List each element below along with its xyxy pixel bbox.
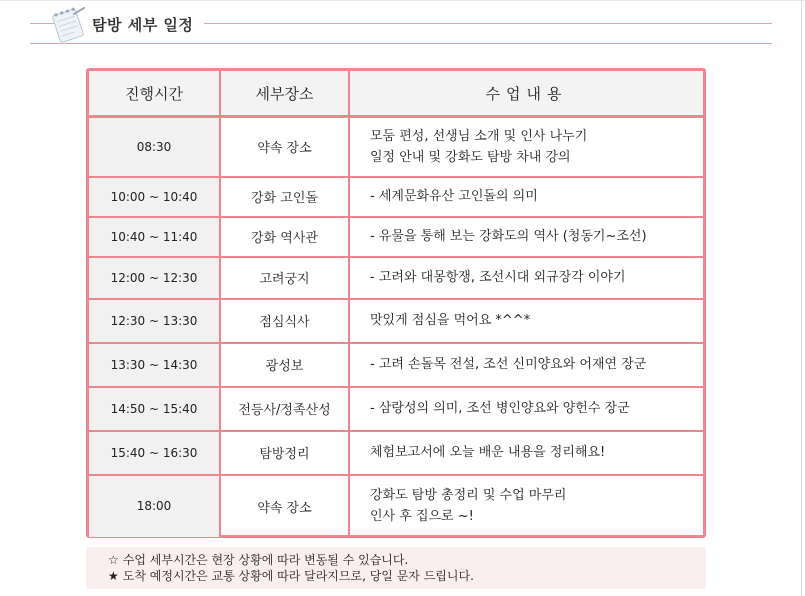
row-place: 전등사/정족산성 xyxy=(220,387,349,431)
row-content xyxy=(349,217,703,257)
row-content-line: 인사 후 집으로 ~! xyxy=(370,509,474,524)
table-row xyxy=(89,475,703,537)
note-line xyxy=(108,552,706,568)
schedule-grid xyxy=(89,71,703,537)
notes-box xyxy=(86,547,706,589)
note-line xyxy=(108,568,706,584)
top-border xyxy=(0,0,805,1)
row-time: 15:40 ~ 16:30 xyxy=(89,431,220,475)
row-place: 고려궁지 xyxy=(220,257,349,299)
row-time: 13:30 ~ 14:30 xyxy=(89,343,220,387)
schedule-table xyxy=(86,68,706,538)
row-content xyxy=(349,475,703,537)
row-content xyxy=(349,431,703,475)
column-header-place: 세부장소 xyxy=(220,71,349,117)
table-row xyxy=(89,387,703,431)
note-text: 도착 예정시간은 교통 상황에 따라 달라지므로, 당일 문자 드립니다. xyxy=(122,569,474,583)
table-row xyxy=(89,177,703,217)
table-row xyxy=(89,343,703,387)
row-content xyxy=(349,177,703,217)
row-content-line: 모둠 편성, 선생님 소개 및 인사 나누기 xyxy=(370,128,588,144)
column-header-time: 진행시간 xyxy=(89,71,220,117)
header-rule-right xyxy=(204,23,772,24)
row-content-line: - 세계문화유산 고인돌의 의미 xyxy=(370,189,538,204)
row-content-line: - 고려와 대몽항쟁, 조선시대 외규장각 이야기 xyxy=(370,270,626,285)
row-place: 점심식사 xyxy=(220,299,349,343)
row-time: 12:30 ~ 13:30 xyxy=(89,299,220,343)
table-row xyxy=(89,217,703,257)
row-content-line: 맛있게 점심을 먹어요 *^^* xyxy=(370,313,531,328)
row-content xyxy=(349,387,703,431)
row-content xyxy=(349,257,703,299)
row-place: 광성보 xyxy=(220,343,349,387)
column-header-content: 수업내용 xyxy=(349,71,703,117)
row-place: 약속 장소 xyxy=(220,475,349,537)
table-header-row xyxy=(89,71,703,117)
row-content-line: - 유물을 통해 보는 강화도의 역사 (청동기~조선) xyxy=(370,229,647,244)
row-content xyxy=(349,299,703,343)
section-header xyxy=(30,4,772,48)
row-time: 10:00 ~ 10:40 xyxy=(89,177,220,217)
row-place: 강화 고인돌 xyxy=(220,177,349,217)
page-title: 탐방 세부 일정 xyxy=(92,16,194,34)
row-time: 10:40 ~ 11:40 xyxy=(89,217,220,257)
row-content xyxy=(349,343,703,387)
row-time: 12:00 ~ 12:30 xyxy=(89,257,220,299)
row-content-line: - 고려 손돌목 전설, 조선 신미양요와 어재연 장군 xyxy=(370,357,647,372)
header-rule-bottom xyxy=(30,43,772,44)
row-content xyxy=(349,117,703,177)
right-border xyxy=(801,0,802,596)
row-place: 탐방정리 xyxy=(220,431,349,475)
row-content-line: 체험보고서에 오늘 배운 내용을 정리해요! xyxy=(370,445,606,460)
table-row xyxy=(89,431,703,475)
row-time: 08:30 xyxy=(89,117,220,177)
table-row xyxy=(89,257,703,299)
row-time: 18:00 xyxy=(89,475,220,537)
table-row xyxy=(89,117,703,177)
row-content-line: 일정 안내 및 강화도 탐방 차내 강의 xyxy=(370,149,571,165)
row-content-line: - 삼랑성의 의미, 조선 병인양요와 양헌수 장군 xyxy=(370,401,630,416)
row-place: 강화 역사관 xyxy=(220,217,349,257)
table-row xyxy=(89,299,703,343)
filled-star-icon: ★ xyxy=(108,569,119,583)
row-place: 약속 장소 xyxy=(220,117,349,177)
row-content-line: 강화도 탐방 총정리 및 수업 마무리 xyxy=(370,488,567,503)
row-time: 14:50 ~ 15:40 xyxy=(89,387,220,431)
hollow-star-icon: ☆ xyxy=(108,553,119,567)
notepad-pencil-icon xyxy=(44,4,90,46)
note-text: 수업 세부시간은 현장 상황에 따라 변동될 수 있습니다. xyxy=(122,553,409,567)
